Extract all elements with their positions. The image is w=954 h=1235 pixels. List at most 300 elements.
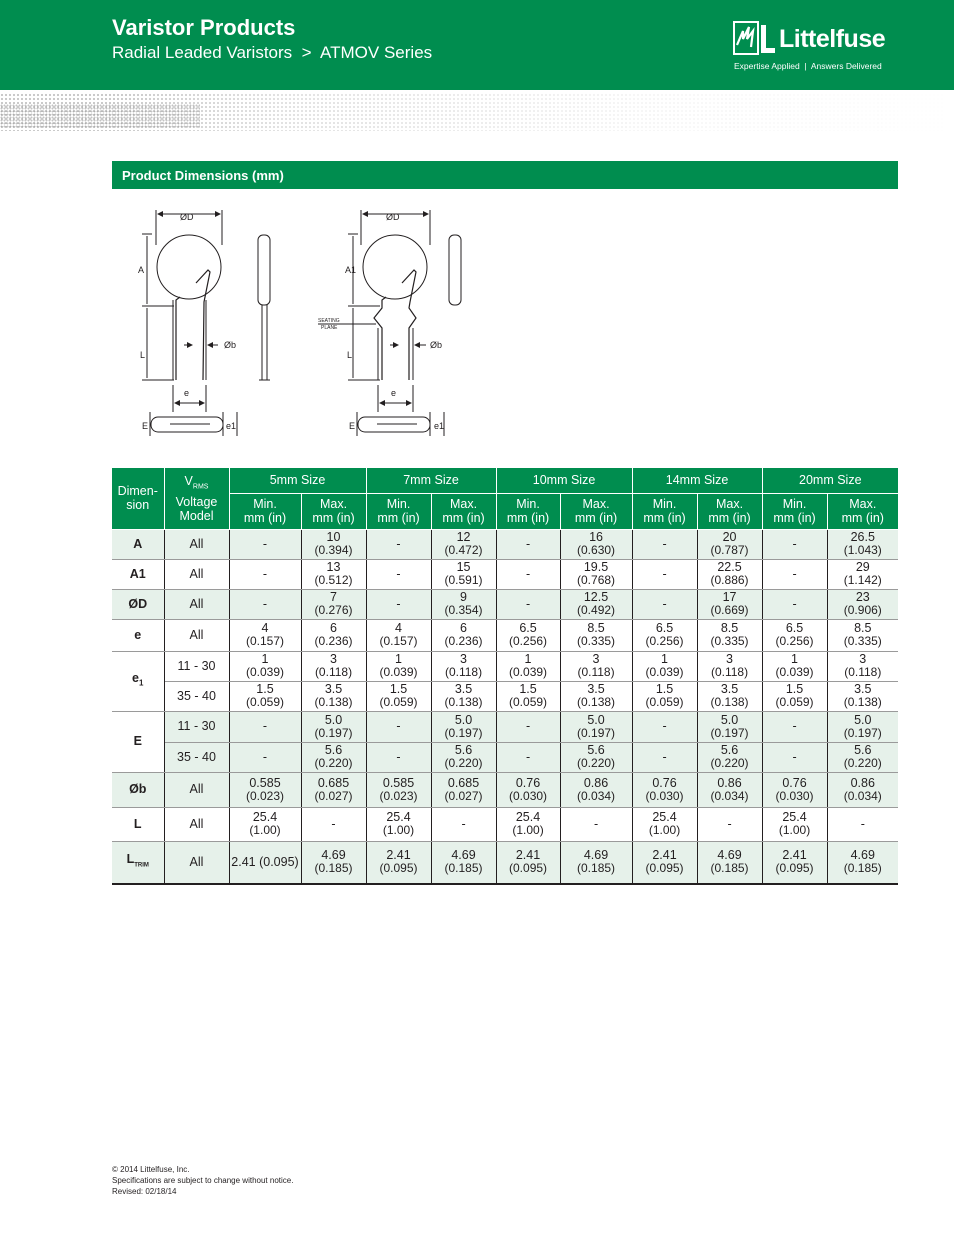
table-row — [112, 529, 898, 559]
value-in: (0.492) — [577, 603, 616, 617]
value-in: (1.00) — [512, 823, 544, 837]
right-a1-label: A1 — [345, 265, 357, 275]
value-in: (0.023) — [379, 788, 418, 803]
value-cell — [632, 742, 697, 772]
value-cell — [431, 807, 496, 841]
value-cell — [697, 681, 762, 711]
left-ob-label: Øb — [224, 340, 237, 350]
value-mm: 12.5 — [583, 590, 609, 604]
value-cell — [229, 559, 301, 589]
value-cell — [431, 589, 496, 619]
header-max-label: Max. — [319, 497, 348, 511]
value-mm: 3.5 — [324, 682, 343, 696]
value-in: (1.142) — [843, 573, 882, 587]
value-cell — [496, 772, 560, 807]
value-mm: 9 — [460, 590, 467, 604]
header-max-1 — [431, 493, 496, 529]
value-cell — [560, 681, 632, 711]
value-in: (0.185) — [444, 861, 483, 876]
value-in: (0.039) — [645, 665, 684, 679]
dimension-cell — [112, 807, 164, 841]
value-in: (0.118) — [577, 665, 615, 679]
header-min-3 — [632, 493, 697, 529]
value-cell — [697, 559, 762, 589]
header-max-label: Max. — [582, 497, 610, 511]
section-title: Product Dimensions (mm) — [122, 168, 284, 183]
value-cell — [827, 841, 898, 884]
value-mm: 5.6 — [720, 743, 739, 757]
value-cell — [560, 841, 632, 884]
value-mm: - — [396, 596, 401, 611]
value-cell — [496, 589, 560, 619]
value-cell — [632, 619, 697, 651]
value-mm: 8.5 — [720, 621, 739, 635]
value-cell — [632, 681, 697, 711]
value-mm: 25.4 — [782, 810, 807, 824]
value-mm: - — [525, 749, 531, 764]
value-cell — [366, 807, 431, 841]
value-in: (0.669) — [710, 603, 749, 617]
section-header — [112, 161, 898, 189]
value-mm: 0.585 — [249, 775, 281, 790]
value-in: (0.276) — [314, 603, 353, 617]
footer-copyright: © 2014 Littelfuse, Inc. — [112, 1165, 190, 1174]
value-in: (0.335) — [577, 634, 616, 648]
value-mm: 22.5 — [717, 560, 742, 574]
value-mm: 2.41 (0.095) — [231, 854, 299, 869]
header-max-0 — [301, 493, 366, 529]
value-in: (0.886) — [710, 573, 749, 587]
value-cell — [560, 589, 632, 619]
value-cell — [366, 619, 431, 651]
value-cell — [632, 559, 697, 589]
header-max-2 — [560, 493, 632, 529]
value-mm: 8.5 — [854, 621, 872, 635]
header-unit-label: mm (in) — [377, 511, 420, 525]
header-max-label: Max. — [449, 497, 478, 511]
value-mm: 2.41 — [652, 848, 677, 863]
value-in: (0.059) — [379, 695, 418, 709]
voltage-model-cell: All — [164, 772, 229, 807]
value-mm: 1 — [524, 652, 532, 666]
value-mm: 5.6 — [587, 743, 605, 757]
left-l-label: L — [140, 350, 146, 360]
value-mm: 4.69 — [717, 848, 742, 863]
dimensions-table — [112, 468, 898, 885]
value-mm: 16 — [589, 530, 603, 544]
value-mm: - — [262, 749, 268, 764]
value-mm: 23 — [855, 590, 870, 604]
value-in: (0.354) — [444, 603, 483, 617]
value-mm: 5.0 — [324, 712, 343, 727]
value-in: (0.118) — [444, 665, 483, 679]
header-min-label: Min. — [652, 497, 677, 511]
value-mm: - — [860, 816, 865, 831]
dimension-label: A — [133, 536, 143, 551]
value-cell — [496, 807, 560, 841]
value-in: (0.335) — [710, 634, 749, 648]
value-in: (0.256) — [509, 634, 548, 648]
value-mm: 5.6 — [454, 743, 473, 757]
dimension-cell — [112, 841, 164, 884]
header-size-10mm: 10mm Size — [496, 468, 632, 493]
value-mm: 0.86 — [717, 775, 742, 790]
value-cell — [697, 529, 762, 559]
header-unit-label: mm (in) — [708, 511, 751, 525]
value-mm: 3.5 — [587, 682, 605, 696]
value-cell — [301, 619, 366, 651]
value-mm: 2.41 — [782, 848, 807, 863]
value-mm: 0.585 — [382, 775, 415, 790]
header-min-4 — [762, 493, 827, 529]
value-mm: 3 — [460, 652, 467, 666]
value-mm: 1 — [395, 652, 402, 666]
value-cell — [762, 529, 827, 559]
value-mm: 0.76 — [515, 775, 541, 790]
dimension-label: L — [133, 816, 142, 831]
value-cell — [827, 807, 898, 841]
value-in: (0.906) — [843, 603, 882, 617]
value-in: (0.034) — [710, 788, 749, 803]
value-in: (0.185) — [314, 861, 353, 876]
value-mm: 13 — [326, 560, 341, 574]
value-cell — [697, 619, 762, 651]
value-in: (0.059) — [645, 695, 684, 709]
value-cell — [229, 772, 301, 807]
value-mm: - — [262, 596, 268, 611]
value-in: (0.197) — [444, 725, 483, 740]
dimension-cell — [112, 619, 164, 651]
value-mm: - — [662, 719, 667, 733]
value-mm: 5.6 — [324, 743, 343, 757]
value-cell — [366, 651, 431, 681]
value-mm: - — [525, 596, 531, 611]
value-mm: - — [662, 749, 667, 764]
header-min-1 — [366, 493, 431, 529]
value-mm: - — [593, 816, 599, 831]
value-mm: 1.5 — [389, 682, 408, 696]
value-in: (0.220) — [710, 756, 749, 770]
right-l-label: L — [347, 350, 353, 360]
value-mm: 26.5 — [850, 530, 875, 544]
right-e1-label: e1 — [434, 421, 445, 431]
header-unit-label: mm (in) — [643, 511, 686, 525]
value-in: (0.138) — [577, 695, 616, 709]
value-in: (1.043) — [843, 543, 882, 557]
dimension-label: ØD — [128, 596, 148, 611]
value-cell — [366, 681, 431, 711]
littelfuse-mark-icon — [733, 21, 777, 57]
voltage-model-cell: All — [164, 589, 229, 619]
value-mm: - — [662, 536, 667, 551]
logo-wordmark: Littelfuse — [779, 25, 886, 53]
value-mm: 3.5 — [454, 682, 473, 696]
value-mm: 0.86 — [583, 775, 609, 790]
left-e-label: e — [184, 388, 190, 398]
dimension-label: e — [132, 671, 139, 686]
value-cell — [366, 841, 431, 884]
value-cell — [366, 559, 431, 589]
value-in: (0.034) — [577, 788, 616, 803]
header-min-label: Min. — [782, 497, 807, 511]
value-in: (0.030) — [509, 788, 548, 803]
value-in: (0.039) — [245, 665, 285, 679]
value-in: (0.185) — [577, 861, 616, 876]
footer-notice: Specifications are subject to change without notice. — [112, 1176, 294, 1185]
header-unit-label: mm (in) — [841, 511, 884, 525]
dimension-cell — [112, 529, 164, 559]
value-mm: 1 — [791, 652, 798, 666]
value-cell — [301, 807, 366, 841]
dot-pattern-dense — [0, 104, 200, 128]
value-cell — [827, 529, 898, 559]
value-in: (0.095) — [379, 861, 418, 876]
value-cell — [632, 807, 697, 841]
voltage-model-cell: 35 - 40 — [164, 742, 229, 772]
value-mm: 12 — [456, 530, 471, 544]
value-cell — [229, 619, 301, 651]
header-min-label: Min. — [253, 497, 277, 511]
value-cell — [632, 711, 697, 742]
value-mm: - — [331, 816, 336, 831]
value-cell — [496, 711, 560, 742]
value-cell — [431, 619, 496, 651]
voltage-model-cell: 35 - 40 — [164, 681, 229, 711]
value-mm: 1 — [261, 652, 269, 666]
table-row — [112, 807, 898, 841]
left-drawing-labels — [138, 212, 236, 431]
value-mm: 20 — [722, 530, 737, 544]
value-in: (0.197) — [577, 725, 616, 740]
value-mm: 1.5 — [519, 682, 537, 696]
table-row — [112, 841, 898, 884]
right-e-label: e — [391, 388, 397, 398]
value-cell — [560, 742, 632, 772]
value-in: (0.197) — [710, 725, 749, 740]
value-cell — [229, 529, 301, 559]
left-od-label: ØD — [180, 212, 194, 222]
value-mm: 25.4 — [652, 810, 677, 824]
value-mm: 25.4 — [386, 810, 411, 824]
value-in: (1.00) — [249, 823, 281, 837]
value-cell — [301, 529, 366, 559]
value-in: (0.138) — [314, 695, 353, 709]
header-max-label: Max. — [715, 497, 744, 511]
value-mm: 0.685 — [447, 775, 480, 790]
value-cell — [301, 711, 366, 742]
value-in: (0.236) — [314, 634, 353, 648]
value-cell — [762, 841, 827, 884]
value-in: (0.138) — [444, 695, 483, 709]
page-header — [0, 0, 954, 90]
page-title: Varistor Products — [112, 15, 296, 40]
value-in: (0.591) — [444, 573, 483, 587]
table-row — [112, 559, 898, 589]
header-size-7mm: 7mm Size — [366, 468, 496, 493]
value-mm: 4.69 — [583, 848, 609, 863]
header-dimension: Dimen- sion — [112, 468, 164, 529]
value-cell — [762, 559, 827, 589]
value-mm: 29 — [855, 560, 870, 574]
value-cell — [762, 711, 827, 742]
value-in: (0.118) — [844, 665, 882, 679]
value-mm: 1.5 — [256, 682, 274, 696]
dimension-label: L — [126, 851, 135, 866]
littelfuse-logo — [733, 19, 903, 75]
value-cell — [560, 619, 632, 651]
value-cell — [632, 772, 697, 807]
table-row — [112, 742, 898, 772]
dimension-label: A1 — [129, 566, 146, 581]
value-cell — [827, 589, 898, 619]
value-cell — [431, 742, 496, 772]
value-mm: 0.76 — [652, 775, 677, 790]
value-mm: 2.41 — [515, 848, 541, 863]
value-mm: - — [525, 566, 531, 581]
value-mm: 5.0 — [854, 712, 872, 727]
value-cell — [762, 742, 827, 772]
value-mm: - — [262, 566, 268, 581]
value-in: (0.039) — [775, 665, 814, 679]
right-od-label: ØD — [386, 212, 400, 222]
value-cell — [431, 772, 496, 807]
value-cell — [827, 742, 898, 772]
value-cell — [827, 651, 898, 681]
value-cell — [762, 807, 827, 841]
value-cell — [366, 711, 431, 742]
dimension-label: e — [134, 627, 142, 642]
value-cell — [229, 681, 301, 711]
header-min-0 — [229, 493, 301, 529]
value-in: (0.787) — [710, 543, 749, 557]
value-mm: 4 — [395, 621, 402, 635]
value-cell — [431, 529, 496, 559]
value-mm: - — [792, 536, 797, 551]
value-mm: - — [792, 596, 797, 611]
value-mm: 6 — [330, 621, 337, 635]
value-cell — [632, 841, 697, 884]
value-cell — [301, 651, 366, 681]
value-in: (0.023) — [245, 788, 285, 803]
header-unit-label: mm (in) — [243, 511, 287, 525]
value-cell — [229, 589, 301, 619]
value-in: (0.185) — [843, 861, 882, 876]
value-mm: 7 — [330, 590, 337, 604]
table-row — [112, 772, 898, 807]
header-vrms — [164, 468, 229, 529]
value-cell — [301, 559, 366, 589]
value-cell — [496, 559, 560, 589]
value-in: (0.059) — [245, 695, 285, 709]
value-cell — [632, 651, 697, 681]
value-in: (0.059) — [775, 695, 814, 709]
table-row — [112, 651, 898, 681]
value-in: (0.236) — [444, 634, 483, 648]
value-in: (0.256) — [645, 634, 684, 648]
value-in: (0.030) — [645, 788, 684, 803]
voltage-model-cell: All — [164, 559, 229, 589]
value-in: (0.220) — [444, 756, 483, 770]
vrms-v: V — [184, 474, 193, 488]
header-max-4 — [827, 493, 898, 529]
value-mm: 1.5 — [785, 682, 804, 696]
value-cell — [762, 651, 827, 681]
left-a-label: A — [138, 265, 145, 275]
value-cell — [431, 559, 496, 589]
voltage-model-cell: 11 - 30 — [164, 711, 229, 742]
value-mm: 0.86 — [850, 775, 875, 790]
value-mm: 4 — [261, 621, 269, 635]
value-mm: 5.0 — [454, 712, 473, 727]
value-cell — [560, 651, 632, 681]
header-unit-label: mm (in) — [773, 511, 816, 525]
value-mm: 6.5 — [655, 621, 674, 635]
value-cell — [762, 681, 827, 711]
value-in: (0.220) — [843, 756, 882, 770]
value-mm: 4.69 — [321, 848, 346, 863]
value-mm: 3 — [330, 652, 337, 666]
value-mm: 4.69 — [451, 848, 476, 863]
value-mm: 6.5 — [785, 621, 804, 635]
value-mm: 6 — [460, 621, 467, 635]
voltage-model-cell: All — [164, 807, 229, 841]
dimension-cell — [112, 589, 164, 619]
value-cell — [762, 589, 827, 619]
value-mm: 5.0 — [720, 712, 739, 727]
value-in: (0.335) — [843, 634, 882, 648]
voltage-model-cell: All — [164, 841, 229, 884]
value-cell — [560, 772, 632, 807]
value-mm: - — [525, 719, 531, 733]
value-cell — [560, 807, 632, 841]
value-mm: - — [792, 749, 797, 764]
value-in: (0.197) — [843, 725, 882, 740]
value-cell — [697, 841, 762, 884]
value-mm: 3 — [859, 652, 867, 666]
value-cell — [431, 841, 496, 884]
value-cell — [229, 711, 301, 742]
value-in: (0.059) — [509, 695, 548, 709]
table-row — [112, 711, 898, 742]
value-cell — [229, 841, 301, 884]
value-in: (0.630) — [577, 543, 616, 557]
value-cell — [496, 651, 560, 681]
value-cell — [632, 589, 697, 619]
value-cell — [229, 807, 301, 841]
dimension-subscript: TRIM — [134, 862, 149, 868]
left-varistor-drawing — [142, 210, 270, 436]
dimension-cell — [112, 651, 164, 711]
seating-label: SEATING — [318, 318, 340, 324]
value-cell — [496, 681, 560, 711]
value-cell — [366, 772, 431, 807]
value-in: (0.118) — [710, 665, 749, 679]
value-mm: - — [262, 536, 268, 551]
value-mm: 5.6 — [854, 743, 872, 757]
header-min-2 — [496, 493, 560, 529]
value-in: (1.00) — [648, 823, 681, 837]
value-cell — [697, 742, 762, 772]
value-cell — [560, 559, 632, 589]
value-in: (1.00) — [382, 823, 415, 837]
value-mm: 0.76 — [782, 775, 807, 790]
value-in: (0.095) — [645, 861, 684, 876]
header-unit-label: mm (in) — [312, 511, 355, 525]
value-cell — [632, 529, 697, 559]
value-mm: 17 — [722, 590, 737, 604]
header-size-20mm: 20mm Size — [762, 468, 898, 493]
footer-revised: Revised: 02/18/14 — [112, 1187, 177, 1196]
